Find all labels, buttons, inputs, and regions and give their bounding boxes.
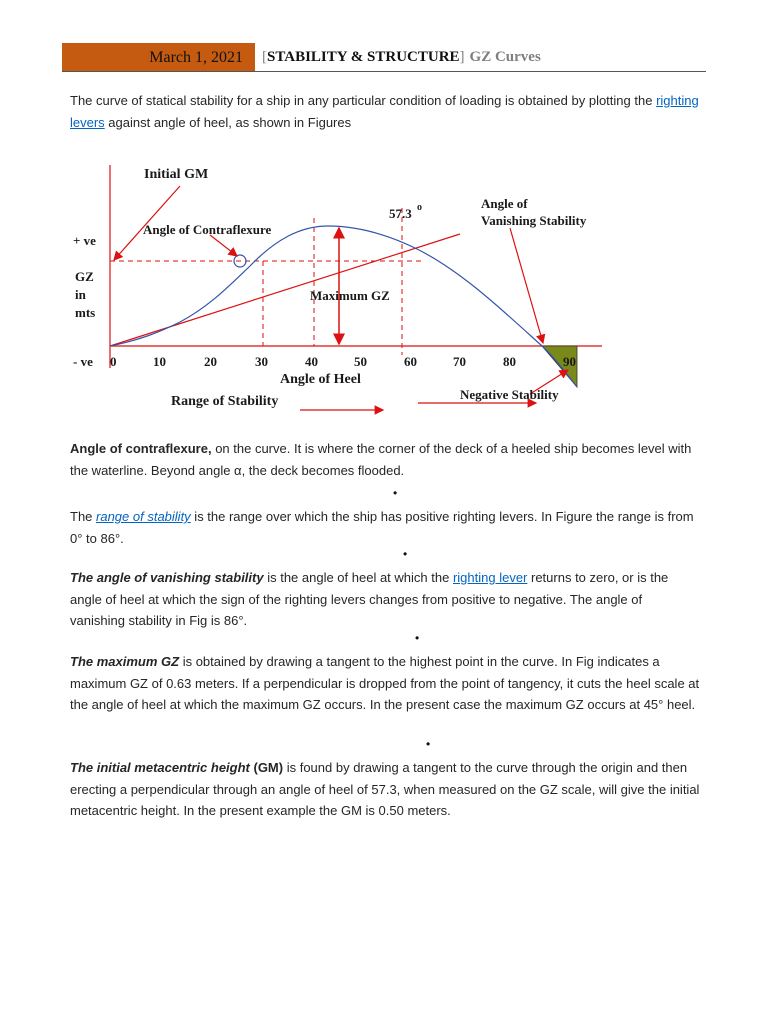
x-tick: 30	[255, 354, 268, 369]
x-tick: 60	[404, 354, 417, 369]
bullet: •	[403, 547, 408, 561]
righting-lever-link[interactable]: righting lever	[452, 570, 528, 585]
vanishing-paragraph: The angle of vanishing stability is the angle of heel at which the righting lever returns to zero, or is the angle of heel at which the sign of the righting levers changes from positive to negative. The angle of vanishing stability in Fig is 86°.	[70, 570, 669, 628]
angle-of-heel-label: Angle of Heel	[280, 372, 361, 387]
bullet: •	[415, 631, 420, 645]
page-header	[62, 43, 706, 72]
max-gz-label: Maximum GZ	[310, 288, 390, 303]
vanishing-label-2: Vanishing Stability	[481, 213, 587, 228]
metacentric-paragraph: The initial metacentric height (GM) is found by drawing a tangent to the curve through the origin and then erecting a perpendicular through an angle of heel of 57.3, when measured on the GZ scale, will give the initial metacentric height. In the present example the GM is 0.50 meters.	[70, 760, 700, 818]
initial-gm-label: Initial GM	[144, 167, 209, 182]
range-of-stability-label: Range of Stability	[171, 394, 279, 409]
bullet: •	[393, 486, 398, 500]
x-tick: 20	[204, 354, 217, 369]
x-tick: 80	[503, 354, 516, 369]
bracket-close: ]	[459, 49, 465, 65]
x-tick: 50	[354, 354, 367, 369]
bullet: •	[426, 737, 431, 751]
header-title	[262, 43, 541, 72]
x-tick: 70	[453, 354, 466, 369]
contraflexure-label: Angle of Contraflexure	[143, 222, 272, 237]
initial-gm-tangent	[110, 234, 460, 346]
in-label: in	[75, 287, 86, 302]
gz-label: GZ	[75, 269, 94, 284]
mts-label: mts	[75, 305, 96, 320]
minus-ve-label: - ve	[73, 354, 93, 369]
header-topic: GZ Curves	[469, 49, 541, 65]
bracket-open: [	[262, 49, 267, 65]
range-of-stability-link[interactable]: range of stability	[96, 509, 191, 524]
contraflexure-arrow	[210, 235, 237, 256]
degree-mark: o	[417, 202, 422, 213]
angle-57-label: 57.3	[389, 206, 412, 221]
x-tick: 0	[110, 354, 117, 369]
header-divider	[62, 71, 706, 72]
vanishing-arrow	[510, 228, 543, 343]
x-tick: 10	[153, 354, 166, 369]
x-tick: 90	[563, 354, 576, 369]
plus-ve-label: + ve	[73, 233, 96, 248]
header-section: STABILITY & STRUCTURE	[267, 49, 460, 65]
intro-paragraph: The curve of statical stability for a ship in any particular condition of loading is obtained by plotting the righting levers against angle of heel, as shown in Figures	[70, 93, 699, 130]
gz-curve-figure	[60, 150, 640, 420]
righting-levers-link[interactable]: righting levers	[70, 93, 699, 130]
range-paragraph: The range of stability is the range over which the ship has positive righting levers. In Figure the range is from 0° to 86°.	[70, 509, 694, 546]
x-tick-labels	[110, 354, 576, 369]
contraflexure-paragraph: Angle of contraflexure, on the curve. It is where the corner of the deck of a heeled ship becomes level with the waterline. Beyond angle α, the deck becomes flooded.	[70, 441, 692, 478]
vanishing-label-1: Angle of	[481, 196, 528, 211]
maximum-gz-paragraph: The maximum GZ is obtained by drawing a tangent to the highest point in the curve. In Fig indicates a maximum GZ of 0.63 meters. If a perpendicular is dropped from the point of tangency, it cuts the heel scale at the angle of heel at which the maximum GZ occurs. In the present case the maximum GZ occurs at 45° heel.	[70, 654, 700, 712]
header-date: March 1, 2021	[62, 43, 255, 72]
x-tick: 40	[305, 354, 318, 369]
negative-stability-label: Negative Stability	[460, 387, 559, 402]
